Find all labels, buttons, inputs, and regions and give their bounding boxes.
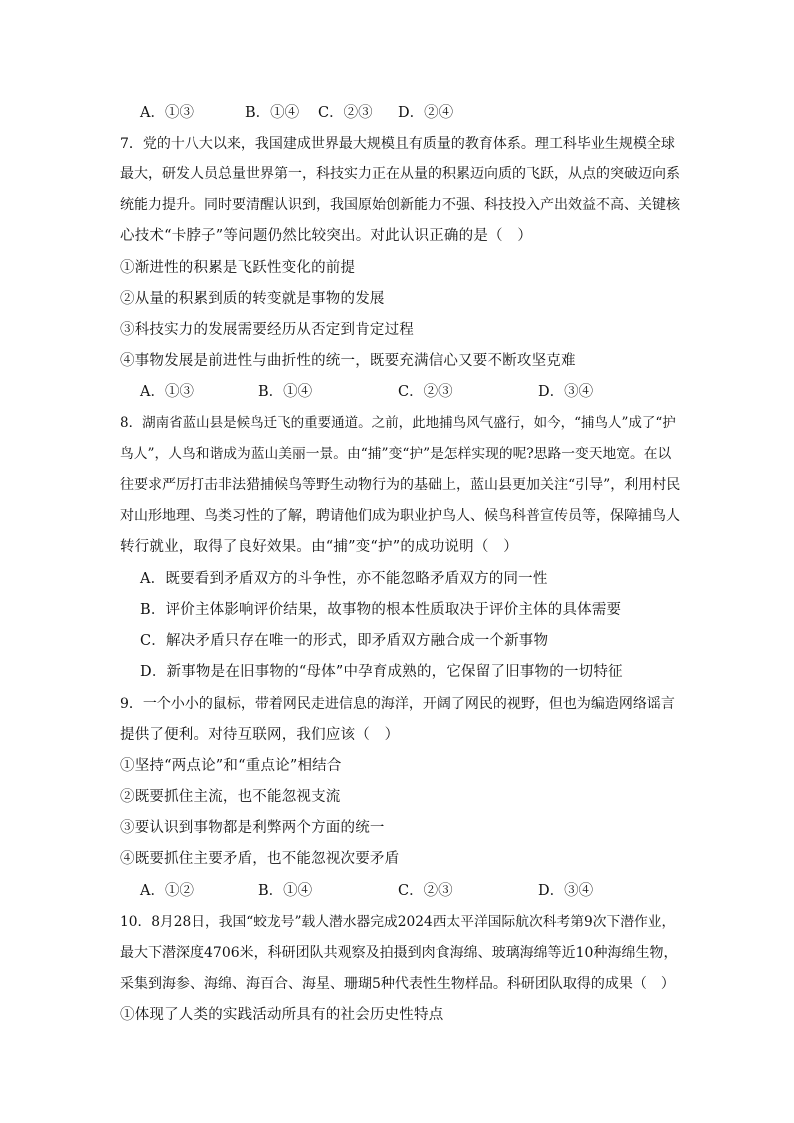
q8-stem-line: 转行就业，取得了良好效果。由“捕”变“护”的成功说明（ ） — [120, 539, 518, 555]
q10-stem-line: 最大下潜深度4706米，科研团队共观察及拍摄到肉食海绵、玻璃海绵等近10种海绵生物， — [120, 945, 678, 961]
q7-stem-line: 最大，研发人员总量世界第一，科技实力正在从量的积累迈向质的飞跃，从点的突破迈向系 — [120, 166, 680, 182]
q7-stem-line: 统能力提升。同时要清醒认识到，我国原始创新能力不强、科技投入产出效益不高、关键核 — [120, 197, 680, 213]
q7-option-c: C．②③ — [398, 384, 453, 400]
q8-option-d: D．新事物是在旧事物的“母体”中孕育成熟的，它保留了旧事物的一切特征 — [140, 664, 623, 680]
q8-stem-line: 对山形地理、鸟类习性的了解，聘请他们成为职业护鸟人、候鸟科普宣传员等，保障捕鸟人 — [120, 508, 680, 524]
q9-statement-1: ①坚持“两点论”和“重点论”相结合 — [120, 758, 342, 774]
q9-option-d: D．③④ — [538, 883, 594, 899]
q7-statement-1: ①渐进性的积累是飞跃性变化的前提 — [120, 260, 356, 276]
q9-option-a: A．①② — [140, 883, 194, 899]
q9-statement-2: ②既要抓住主流，也不能忽视支流 — [120, 789, 341, 805]
q8-stem-line: 往要求严厉打击非法猎捕候鸟等野生动物行为的基础上，蓝山县更加关注“引导”，利用村民 — [120, 477, 681, 493]
q9-statement-4: ④既要抓住主要矛盾，也不能忽视次要矛盾 — [120, 851, 400, 867]
q10-stem-line: 10．8月28日，我国“蛟龙号”载人潜水器完成2024西太平洋国际航次科考第9次下潜作业， — [120, 914, 676, 930]
q9-stem-line: 提供了便利。对待互联网，我们应该（ ） — [120, 727, 400, 743]
q8-option-c: C．解决矛盾只存在唯一的形式，即矛盾双方融合成一个新事物 — [140, 633, 549, 649]
q9-option-c: C．②③ — [398, 883, 453, 899]
q7-option-b: B．①④ — [258, 384, 313, 400]
q10-statement-1: ①体现了人类的实践活动所具有的社会历史性特点 — [120, 1007, 444, 1023]
q8-stem-line: 8．湖南省蓝山县是候鸟迁飞的重要通道。之前，此地捕鸟风气盛行，如今，“捕鸟人”成了“护 — [120, 415, 676, 431]
q6-option-c: C．②③ — [318, 105, 373, 121]
q8-stem-line: 鸟人”，人鸟和谐成为蓝山美丽一景。由“捕”变“护”是怎样实现的呢?思路一变天地宽。在以 — [120, 446, 672, 462]
q7-option-a: A．①③ — [140, 384, 194, 400]
q9-option-b: B．①④ — [258, 883, 313, 899]
q7-stem-line: 心技术“卡脖子”等问题仍然比较突出。对此认识正确的是（ ） — [120, 228, 533, 244]
q7-option-d: D．③④ — [538, 384, 594, 400]
q6-option-b: B．①④ — [245, 105, 300, 121]
q7-statement-2: ②从量的积累到质的转变就是事物的发展 — [120, 291, 385, 307]
q10-stem-line: 采集到海参、海绵、海百合、海星、珊瑚5种代表性生物样品。科研团队取得的成果（ ） — [120, 976, 675, 992]
q7-statement-4: ④事物发展是前进性与曲折性的统一，既要充满信心又要不断攻坚克难 — [120, 353, 576, 369]
q7-stem-line: 7．党的十八大以来，我国建成世界最大规模且有质量的教育体系。理工科毕业生规模全球 — [120, 136, 675, 152]
q8-option-b: B．评价主体影响评价结果，故事物的根本性质取决于评价主体的具体需要 — [140, 602, 622, 618]
q6-option-d: D．②④ — [398, 105, 454, 121]
q6-option-a: A．①③ — [140, 105, 194, 121]
q9-statement-3: ③要认识到事物都是利弊两个方面的统一 — [120, 820, 385, 836]
q9-stem-line: 9．一个小小的鼠标，带着网民走进信息的海洋，开阔了网民的视野，但也为编造网络谣言 — [120, 696, 675, 712]
q8-option-a: A．既要看到矛盾双方的斗争性，亦不能忽略矛盾双方的同一性 — [140, 571, 548, 587]
q7-statement-3: ③科技实力的发展需要经历从否定到肯定过程 — [120, 322, 414, 338]
